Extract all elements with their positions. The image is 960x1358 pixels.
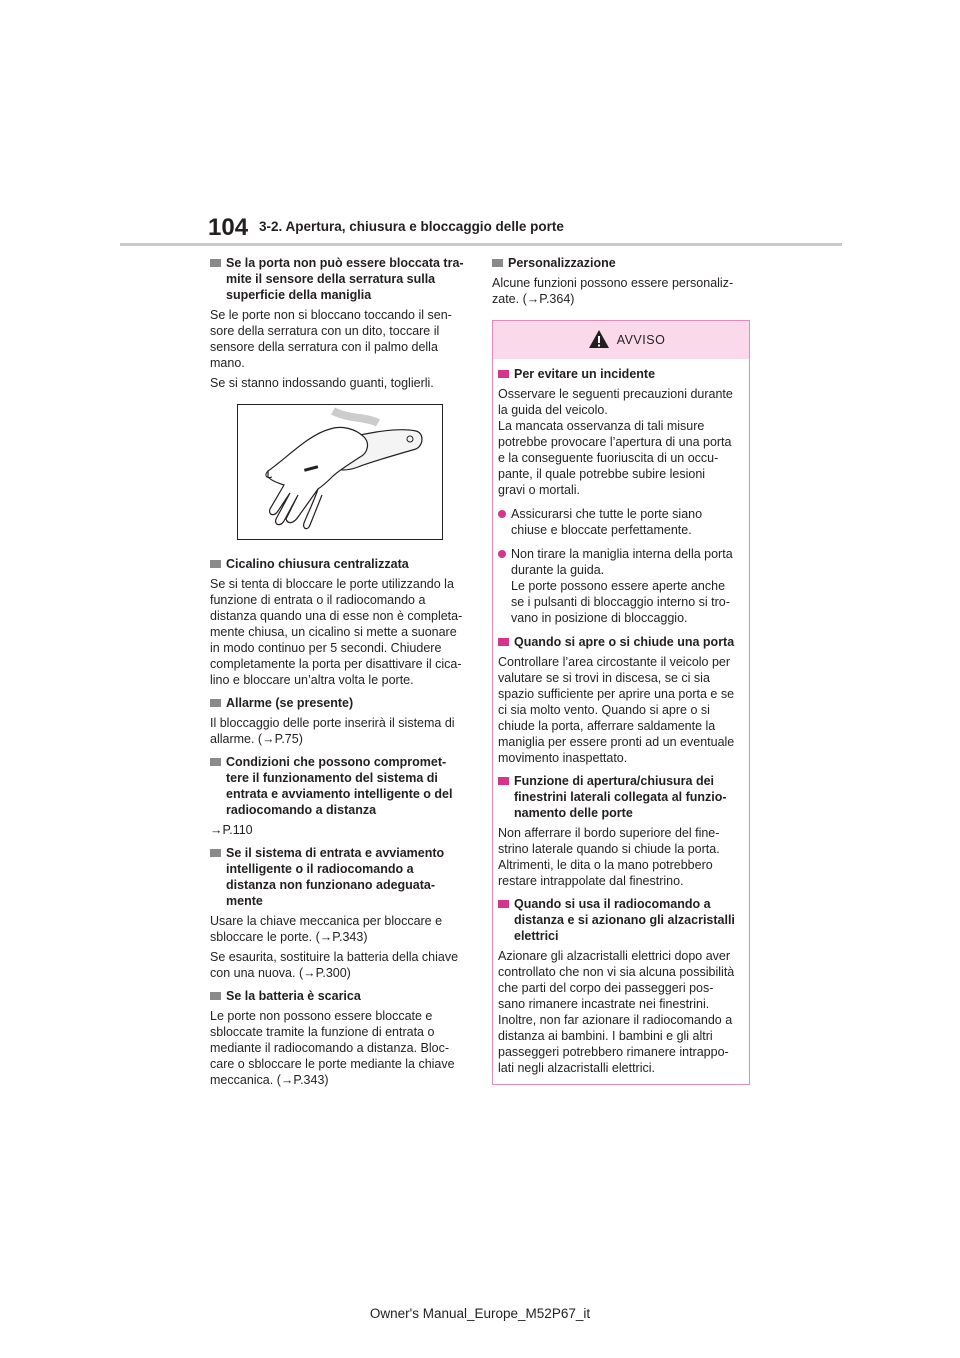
round-bullet-icon: [498, 510, 506, 518]
section-heading: Quando si usa il radiocomando a distanza e si azionano gli alzacristalli elettrici: [498, 896, 745, 944]
warning-label: AVVISO: [616, 333, 666, 347]
square-bullet-icon: [210, 259, 221, 267]
square-bullet-icon: [210, 560, 221, 568]
paragraph: Se si stanno indossando guanti, toglierli.: [210, 376, 434, 390]
square-bullet-icon: [210, 699, 221, 707]
warning-box: [492, 320, 750, 1085]
section-heading: Cicalino chiusura centralizzata: [210, 556, 472, 572]
square-bullet-icon: [492, 259, 503, 267]
hand-on-door-handle-illustration: [237, 404, 443, 540]
section-heading: Se la batteria è scarica: [210, 988, 472, 1004]
warning-body: [493, 359, 749, 1084]
section-heading: Personalizzazione: [492, 255, 752, 271]
section-heading: Quando si apre o si chiude una porta: [498, 634, 745, 650]
paragraph: Se le porte non si bloccano toccando il sen- sore della serratura con un dito, toccare il sensore della serratura con il palmo della mano.: [210, 308, 452, 370]
square-bullet-icon: [498, 638, 509, 646]
paragraph: Non afferrare il bordo superiore del fine- strino laterale quando si chiude la porta. Altrimenti, le dita o la mano potrebbero restare intrappolate dal finestrino.: [498, 826, 720, 888]
section-central-lock-buzzer: [210, 556, 472, 688]
left-column: [210, 255, 472, 1095]
warning-section-window-function: [498, 773, 745, 889]
paragraph: Le porte non possono essere bloccate e sbloccate tramite la funzione di entrata o mediante il radiocomando a distanza. Bloc- care o sbloccare le porte mediante la chiave meccanica. (→P.343): [210, 1009, 455, 1087]
warning-triangle-icon: [588, 329, 610, 349]
square-bullet-icon: [210, 849, 221, 857]
paragraph: Alcune funzioni possono essere personaliz- zate. (→P.364): [492, 276, 734, 306]
footer-manual-id: Owner's Manual_Europe_M52P67_it: [369, 1306, 591, 1321]
section-door-lock-sensor: [210, 255, 472, 540]
paragraph: Osservare le seguenti precauzioni durante la guida del veicolo. La mancata osservanza di tali misure potrebbe provocare l’apertura di una porta e la conseguente fuoriuscita di un occu- pante, il quale potrebbe subire lesioni gravi o mortali.: [498, 387, 733, 497]
page-number: 104: [208, 214, 249, 241]
paragraph: Se esaurita, sostituire la batteria della chiave con una nuova. (→P.300): [210, 950, 459, 980]
section-heading: Allarme (se presente): [210, 695, 472, 711]
square-bullet-icon: [210, 758, 221, 766]
paragraph: Azionare gli alzacristalli elettrici dopo aver controllato che non vi sia alcuna possibilità che parti del corpo dei passeggeri pos- sano rimanere incastrate nei finestrini. Inoltre, non far azionare il radiocomando a distanza ai bambini. I bambini e gli altri passeggeri potrebbero rimanere intrappo- lati negli alzacristalli elettrici.: [498, 949, 735, 1075]
section-system-malfunction: [210, 845, 472, 981]
section-battery-discharged: [210, 988, 472, 1088]
paragraph: Il bloccaggio delle porte inserirà il sistema di allarme. (→P.75): [210, 716, 455, 746]
square-bullet-icon: [498, 900, 509, 908]
paragraph: Se si tenta di bloccare le porte utilizzando la funzione di entrata o il radiocomando a distanza quando una di esse non è completa- mente chiusa, un cicalino si mette a suonare in modo continuo per 5 secondi. Chiudere completamente la porta per disattivare il cica- lino e bloccare un’altra volta le porte.: [210, 577, 463, 687]
paragraph: Usare la chiave meccanica per bloccare e sbloccare le porte. (→P.343): [210, 914, 443, 944]
hand-handle-drawing: [238, 405, 442, 539]
square-bullet-icon: [498, 370, 509, 378]
warning-section-avoid-accident: [498, 366, 745, 626]
header-rule: [120, 243, 842, 246]
right-column: [492, 255, 752, 1085]
section-alarm: [210, 695, 472, 747]
section-heading: Se la porta non può essere bloccata tra- mite il sensore della serratura sulla superficie della maniglia: [210, 255, 472, 303]
section-title: 3-2. Apertura, chiusura e bloccaggio delle porte: [259, 219, 564, 234]
bullet-item: Non tirare la maniglia interna della porta durante la guida. Le porte possono essere aperte anche se i pulsanti di bloccaggio interno si tro- vano in posizione di bloccaggio.: [498, 546, 745, 626]
round-bullet-icon: [498, 550, 506, 558]
warning-section-remote-windows: [498, 896, 745, 1076]
section-operating-conditions: [210, 754, 472, 838]
section-heading: Per evitare un incidente: [498, 366, 745, 382]
section-heading: Condizioni che possono compromet- tere il funzionamento del sistema di entrata e avviamento intelligente o del radiocomando a distanza: [210, 754, 472, 818]
square-bullet-icon: [498, 777, 509, 785]
section-heading: Se il sistema di entrata e avviamento intelligente o il radiocomando a distanza non funzionano adeguata- mente: [210, 845, 472, 909]
paragraph: Controllare l’area circostante il veicolo per valutare se si trovi in discesa, se ci sia spazio sufficiente per aprire una porta e se ci sia molto vento. Quando si apre o si chiude la porta, afferrare saldamente la maniglia per essere pronti ad un eventuale movimento inaspettato.: [498, 655, 735, 765]
warning-header: [493, 321, 749, 359]
bullet-item: Assicurarsi che tutte le porte siano chiuse e bloccate perfettamente.: [498, 506, 745, 538]
page-reference: →P.110: [210, 823, 253, 837]
section-personalization: [492, 255, 752, 307]
warning-section-opening-door: [498, 634, 745, 766]
square-bullet-icon: [210, 992, 221, 1000]
section-heading: Funzione di apertura/chiusura dei finestrini laterali collegata al funzio- namento delle porte: [498, 773, 745, 821]
